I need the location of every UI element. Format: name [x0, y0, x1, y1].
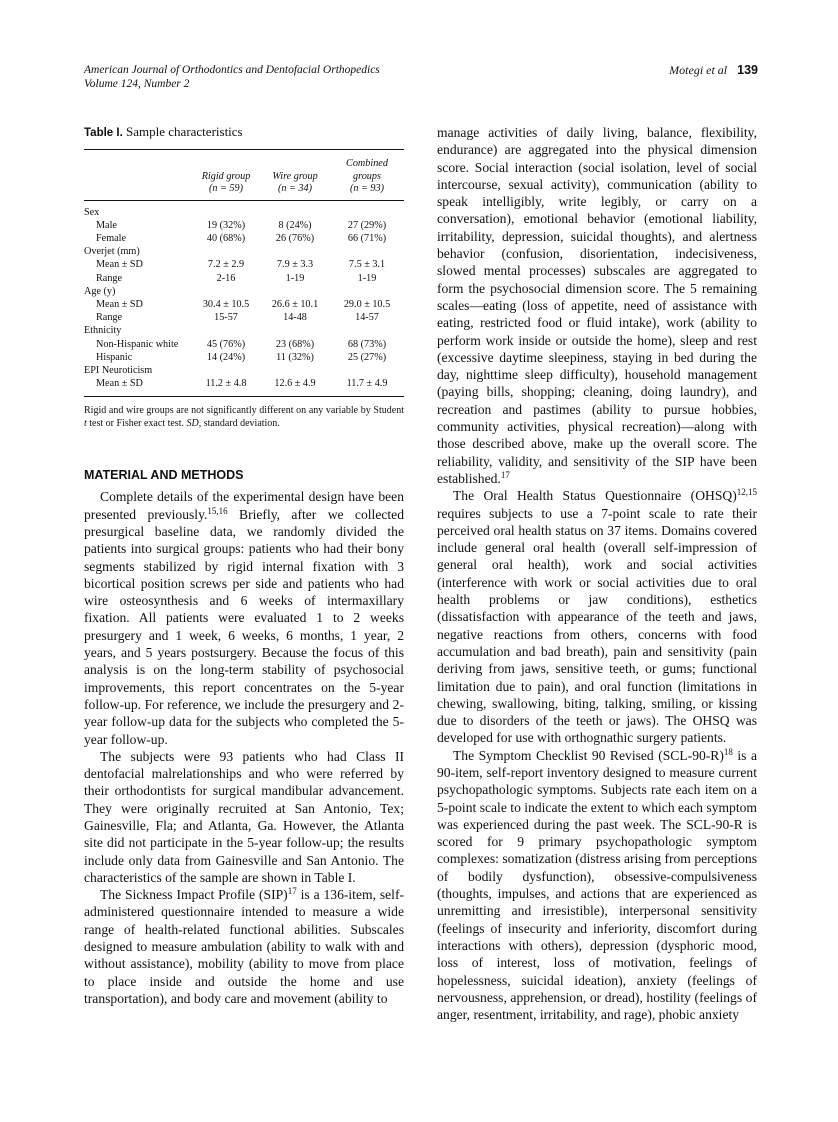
sample-characteristics-table — [84, 149, 404, 397]
paragraph: manage activities of daily living, balance, flexibility, endurance) are aggregated into the physical dimension score. Social interaction (social isolation, level of social intercourse, sexual activity), communication (ability to speak intelligibly, write legibly, or carry on a conversation), emotional behavior (emotional liability, irritability, depression, suicidal thoughts), and alertness behavior (confusion, disorientation, indecisiveness, slowed mental processes) subscales are aggregated to form the psychosocial dimension score. The 5 remaining scales—eating (loss of appetite, need of assistance with eating, restricted food or fluid intake), work (ability to perform work inside or outside the home), sleep and rest (excessive daytime sleepiness, staying in bed during the day, nighttime sleep difficulty), household management (paying bills, shopping; cleaning, doing laundry), and recreation and pastimes (ability to pursue hobbies, community activities, physical recreation)—along with those described above, make up the overall score. The reliability, validity, and sensitivity of the SIP have been established.$^{17}$ — [437, 125, 757, 486]
table-row — [84, 324, 404, 337]
row-label: Male — [96, 219, 117, 231]
methods-text-right — [437, 124, 757, 1023]
cell-combined: 11.7 ± 4.9 — [330, 377, 404, 397]
running-authors: Motegi et al — [669, 63, 728, 77]
row-label: EPI Neuroticism — [84, 364, 153, 376]
cell-rigid: 14 (24%) — [206, 351, 246, 363]
row-label: Sex — [84, 206, 100, 218]
cell-wire: 7.9 ± 3.3 — [276, 259, 314, 271]
cell-wire: 1-19 — [285, 272, 305, 284]
col-header-combined: Combined groups (n = 93) — [330, 150, 404, 201]
paragraph: The subjects were 93 patients who had Class II dentofacial malrelationships and who were referred by their orthodontists for surgical mandibular advancement. They were originally recruited at San Antonio, Tex; Gainesville, Fla; and Atlanta, Ga. However, the Atlanta site did not participate in the 5-year follow-up; the results include only data from Gainesville and San Antonio. The characteristics of the sample are shown in Table I. — [84, 748, 404, 885]
cell-rigid — [192, 285, 260, 298]
cell-combined: 7.5 ± 3.1 — [348, 259, 386, 271]
table-row — [84, 200, 404, 219]
page-info — [669, 63, 758, 77]
table-row — [84, 219, 404, 232]
table-row — [84, 272, 404, 285]
row-label: Mean ± SD — [96, 259, 143, 271]
cell-rigid — [192, 324, 260, 337]
row-label: Ethnicity — [84, 325, 122, 337]
paragraph: The Symptom Checklist 90 Revised $(SCL-90-R)^{18}$ is a 90-item, self-report inventory designed to measure current psychopathologic symptoms. Subjects rate each item on a 5-point scale to indicate the extent to which each symptom was experienced during the past week. The SCL-90-R is scored for 9 primary psychopathologic symptom complexes: somatization (distress arising from perceptions of bodily dysfunction), obsessive-compulsiveness (thoughts, impulses, and actions that are experienced as unremitting and irresistible), interpersonal sensitivity (feelings of insecurity and inferiority, discomfort during interactions with others), depression (dysphoric mood, loss of interest, loss of motivation, feelings of hopelessness, suicidal ideation), anxiety (feelings of nervousness, apprehension, or dread), hostility (feelings of anger, resentment, irritability, and rage), phobic anxiety — [437, 746, 757, 1023]
cell-wire: 23 (68%) — [275, 338, 315, 350]
header-empty — [84, 150, 192, 201]
cell-wire — [260, 245, 330, 258]
cell-rigid: 45 (76%) — [206, 338, 246, 350]
journal-info — [84, 63, 380, 91]
cell-combined — [330, 324, 404, 337]
cell-wire: 11 (32%) — [276, 351, 314, 363]
cell-wire: 8 (24%) — [278, 219, 312, 231]
journal-title: American Journal of Orthodontics and Dentofacial Orthopedics — [84, 64, 380, 76]
cell-rigid: 2-16 — [216, 272, 236, 284]
row-label: Hispanic — [96, 351, 133, 363]
cell-combined — [330, 245, 404, 258]
cell-rigid — [192, 245, 260, 258]
table-row — [84, 377, 404, 397]
row-label: Female — [96, 232, 126, 244]
table-row — [84, 245, 404, 258]
cell-wire: 14-48 — [283, 312, 307, 324]
table-row — [84, 311, 404, 324]
journal-volume: Volume 124, Number 2 — [84, 78, 190, 90]
table-body — [84, 200, 404, 397]
cell-wire: 26.6 ± 10.1 — [271, 298, 319, 310]
cell-rigid: 15-57 — [214, 312, 238, 324]
cell-rigid: 11.2 ± 4.8 — [192, 377, 260, 397]
cell-combined — [330, 200, 404, 219]
right-column — [437, 124, 757, 1023]
cell-combined: 25 (27%) — [347, 351, 387, 363]
paragraph: The Sickness Impact Profile (SIP)$^{17}$ is a 136-item, self-administered questionnaire intended to measure a wide range of health-related functional abilities. Subscales designed to measure ambulation (ability to walk with and without assistance), mobility (ability to move from place to place inside and outside the home and use transportation), and body care and movement (ability to — [84, 886, 405, 1006]
cell-wire — [260, 324, 330, 337]
cell-rigid: 19 (32%) — [206, 219, 246, 231]
table-row — [84, 298, 404, 311]
cell-combined: 14-57 — [355, 312, 379, 324]
cell-wire — [260, 200, 330, 219]
cell-combined: 27 (29%) — [347, 219, 387, 231]
methods-text-left — [84, 488, 404, 1007]
paragraph: Complete details of the experimental design have been presented previously.$^{15,16}$ Briefly, after we collected presurgical baseline data, we randomly divided the patients into surgical groups: patients who had their bony segments stabilized by rigid internal fixation with 3 bicortical position screws per side and patients who had wire osteosynthesis and 6 weeks of intermaxillary fixation. All patients were evaluated 1 to 2 weeks presurgery and 1 week, 6 weeks, 6 months, 1 year, 2 years, and 5 years postsurgery. Because the focus of this analysis is on the long-term stability of psychosocial improvements, this report concentrates on the 5-year follow-up. For reference, we include the presurgery and 2-year follow-up data for the subjects who completed the 5-year follow-up. — [84, 489, 404, 747]
table-row — [84, 258, 404, 271]
row-label: Range — [96, 312, 123, 324]
cell-combined: 66 (71%) — [347, 232, 387, 244]
table-caption — [84, 124, 404, 141]
cell-rigid: 30.4 ± 10.5 — [202, 298, 250, 310]
table-row — [84, 351, 404, 364]
section-heading-methods: MATERIAL AND METHODS — [84, 468, 244, 483]
paragraph: The Oral Health Status Questionnaire (OHSQ)$^{12,15}$ requires subjects to use a 7-point scale to rate their perceived oral health status on 37 items. Domains covered include general oral health (overall self-impression of general oral health), work and social activities (interference with work or social activities due to oral health problems or jaw conditions), esthetics (dissatisfaction with appearance of the teeth and jaws, negative reactions from others, concerns with food accumulation and bad breath), pain and sensitivity (pain deriving from jaws, sensitive teeth, or gums; functional limitation due to pain), and oral function (limitations in chewing, swallowing, biting, talking, smiling, or kissing due to disorders of the teeth or jaws). The OHSQ was developed for use with orthognathic surgery patients. — [437, 487, 757, 746]
table-row — [84, 364, 404, 377]
row-label: Range — [96, 272, 123, 284]
table-row — [84, 232, 404, 245]
table-row — [84, 285, 404, 298]
table-header-row — [84, 150, 404, 201]
cell-combined: 68 (73%) — [347, 338, 387, 350]
cell-wire — [260, 285, 330, 298]
cell-combined — [330, 364, 404, 377]
cell-combined: 1-19 — [357, 272, 377, 284]
cell-rigid — [192, 200, 260, 219]
table-label: Table I. — [84, 127, 123, 139]
cell-rigid — [192, 364, 260, 377]
page-number: 139 — [737, 63, 758, 77]
cell-wire: 12.6 ± 4.9 — [260, 377, 330, 397]
row-label: Age (y) — [84, 285, 116, 297]
row-label: Mean ± SD — [84, 377, 192, 397]
cell-wire: 26 (76%) — [275, 232, 315, 244]
table-title: Sample characteristics — [126, 124, 243, 139]
col-header-rigid: Rigid group (n = 59) — [192, 150, 260, 201]
cell-rigid: 40 (68%) — [206, 232, 246, 244]
row-label: Overjet (mm) — [84, 246, 140, 258]
cell-wire — [260, 364, 330, 377]
col-header-wire: Wire group (n = 34) — [260, 150, 330, 201]
table-row — [84, 338, 404, 351]
running-head — [84, 63, 758, 95]
cell-rigid: 7.2 ± 2.9 — [207, 259, 245, 271]
table-footnote: Rigid and wire groups are not significantly different on any variable by Student t test or Fisher exact test. SD, standard deviation. — [84, 405, 404, 430]
row-label: Non-Hispanic white — [96, 338, 179, 350]
cell-combined: 29.0 ± 10.5 — [343, 298, 391, 310]
cell-combined — [330, 285, 404, 298]
left-column — [84, 124, 404, 1007]
row-label: Mean ± SD — [96, 298, 143, 310]
